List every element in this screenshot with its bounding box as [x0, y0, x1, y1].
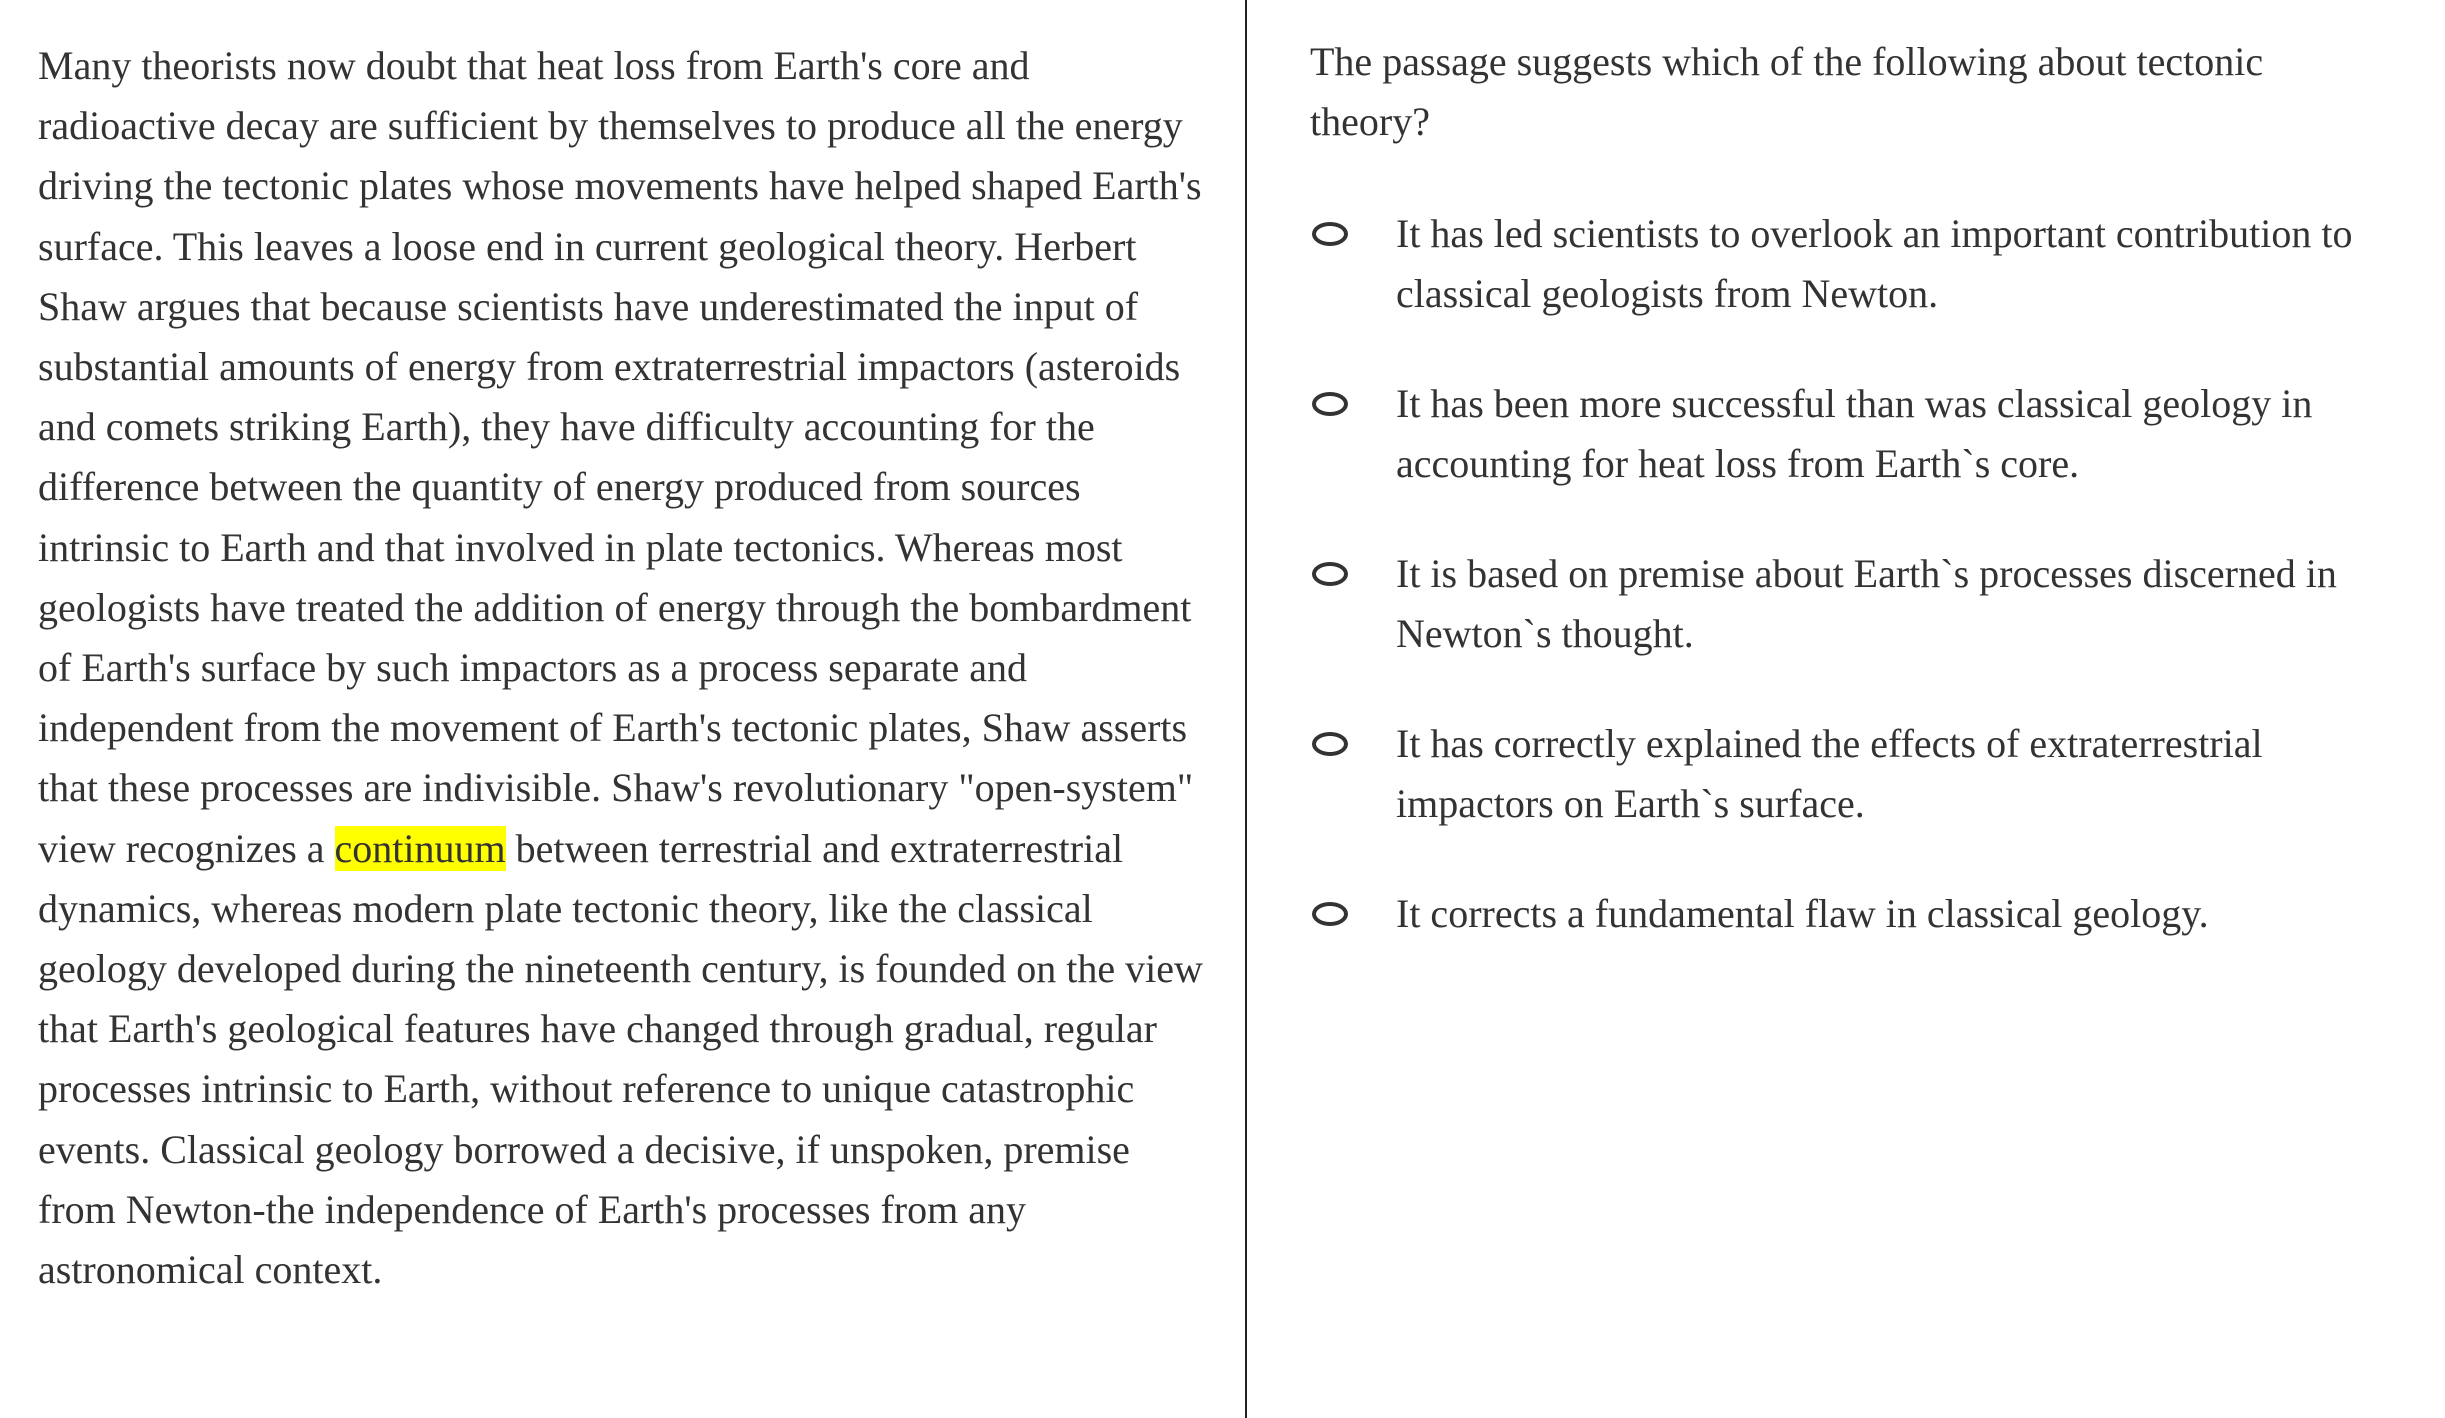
question-stem: The passage suggests which of the following about tectonic theory? [1310, 39, 2264, 144]
highlighted-word: continuum [334, 825, 506, 871]
radio-unselected-icon[interactable] [1312, 562, 1348, 586]
answer-option-label: It has been more successful than was classical geology in accounting for heat loss from Earth`s core. [1396, 381, 2313, 486]
radio-unselected-icon[interactable] [1312, 732, 1348, 756]
answer-option-label: It corrects a fundamental flaw in classical geology. [1396, 891, 2209, 936]
passage-text [38, 36, 1208, 1300]
answer-option-d[interactable] [1310, 714, 2445, 834]
answer-option-e[interactable] [1310, 884, 2445, 944]
passage-text-before: Many theorists now doubt that heat loss from Earth's core and radioactive decay are sufficient by themselves to produce all the energy driving the tectonic plates whose movements have helped shaped Earth's surface. This leaves a loose end in current geological theory. Herbert Shaw argues that because scientists have underestimated the input of substantial amounts of energy from extraterrestrial impactors (asteroids and comets striking Earth), they have difficulty accounting for the difference between the quantity of energy produced from sources intrinsic to Earth and that involved in plate tectonics. Whereas most geologists have treated the addition of energy through the bombardment of Earth's surface by such impactors as a process separate and independent from the movement of Earth's tectonic plates, Shaw asserts that these processes are indivisible. Shaw's revolutionary "open-system" view recognizes a [38, 43, 1202, 871]
answer-option-a[interactable] [1310, 204, 2445, 324]
answer-option-label: It has correctly explained the effects of extraterrestrial impactors on Earth`s surface. [1396, 721, 2263, 826]
answer-options [1310, 204, 2445, 944]
answer-option-b[interactable] [1310, 374, 2445, 494]
question-pane [1247, 0, 2445, 1418]
radio-unselected-icon[interactable] [1312, 222, 1348, 246]
answer-option-c[interactable] [1310, 544, 2445, 664]
answer-option-label: It has led scientists to overlook an important contribution to classical geologists from Newton. [1396, 211, 2353, 316]
passage-text-after: between terrestrial and extraterrestrial dynamics, whereas modern plate tectonic theory, like the classical geology developed during the nineteenth century, is founded on the view that Earth's geological features have changed through gradual, regular processes intrinsic to Earth, without reference to unique catastrophic events. Classical geology borrowed a decisive, if unspoken, premise from Newton-the independence of Earth's processes from any astronomical context. [38, 825, 1203, 1293]
radio-unselected-icon[interactable] [1312, 392, 1348, 416]
answer-option-label: It is based on premise about Earth`s processes discerned in Newton`s thought. [1396, 551, 2337, 656]
radio-unselected-icon[interactable] [1312, 902, 1348, 926]
